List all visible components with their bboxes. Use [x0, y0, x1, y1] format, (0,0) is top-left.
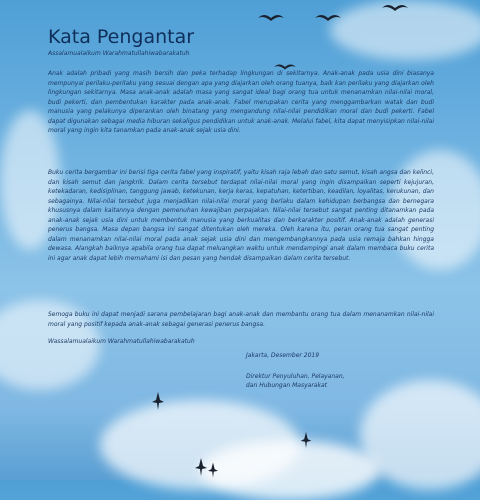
- bird-silhouette-icon: [208, 462, 218, 478]
- bird-silhouette-icon: [258, 12, 284, 24]
- signature-block: [246, 372, 345, 390]
- bird-silhouette-icon: [152, 392, 164, 410]
- bird-silhouette-icon: [195, 458, 207, 476]
- place-date: Jakarta, Desember 2019: [246, 352, 320, 359]
- greeting-text: Assalamualaikum Warahmatullahiwabarakatuh: [48, 50, 190, 57]
- paragraph-2: Buku cerita bergambar ini berisi tiga cerita fabel yang inspiratif, yaitu kisah raja lebah dan satu semut, kisah angsa dan kelinci, dan kisah semut dan jangkrik. Dalam cerita tersebut terdapat nilai-nilai moral yang ingin disampaikan seperti kejujuran, ketekadaran, kedisiplinan, tanggung jawab, ketekunan, kerja keras, kepatuhan, ketertiban, keadilan, loyalitas, kerukunan, dan sebagainya. Nilai-nilai tersebut juga menjadikan nilai-nilai moral yang berlaku dalam kehidupan berbangsa dan bernegara khususnya dalam kaitannya dengan pemenuhan kewajiban perpajakan. Nilai-nilai tersebut sangat penting ditanamkan pada anak-anak sejak usia dini untuk membentuk manusia yang berkualitas dan berkarakter positif. Anak-anak adalah generasi penerus bangsa. Masa depan bangsa ini sangat ditentukan oleh mereka. Oleh karena itu, peran orang tua sangat penting dalam menanamkan nilai-nilai moral pada anak sejak usia dini dan mengembangkannya pada usia remaja bahkan hingga dewasa. Alangkah baiknya apabila orang tua dapat meluangkan waktu untuk mendampingi anak dalam membaca buku cerita ini agar anak dapat lebih memahami isi dan pesan yang hendak disampaikan dalam cerita tersebut.: [48, 169, 434, 262]
- bird-silhouette-icon: [300, 432, 312, 448]
- signature-line: dan Hubungan Masyarakat: [246, 382, 327, 389]
- paragraph-1: Anak adalah pribadi yang masih bersih dan peka terhadap lingkungan di sekitarnya. Anak-anak pada usia dini biasanya mempunyai perilaku-perilaku yang sesuai dengan apa yang diajarkan oleh orang tuanya, baik kan perilaku yang diajarkan oleh lingkungan sekitarnya. Masa anak-anak adalah masa yang sangat ideal bagi orang tua untuk menanamkan nilai-nilai moral, budi pekerti, dan pembentukan karakter pada anak-anak. Fabel merupakan cerita yang menggambarkan watak dan budi manusia yang pelakunya diperankan oleh binatang yang mengandung nilai-nilai pendidikan moral dan budi pekerti. Fabel dapat digunakan sebagai media hiburan sekaligus pendidikan untuk anak-anak. Melalui fabel, kita dapat menyisipkan nilai-nilai moral yang ingin kita tanamkan pada anak-anak sejak usia dini.: [48, 70, 434, 134]
- bird-silhouette-icon: [314, 12, 342, 24]
- closing-text: Wassalamualaikum Warahmatullahiwabarakatuh: [48, 338, 195, 345]
- signature-line: Direktur Penyuluhan, Pelayanan,: [246, 373, 345, 380]
- cloud: [200, 440, 380, 500]
- page-title: Kata Pengantar: [48, 26, 195, 48]
- bird-silhouette-icon: [380, 2, 410, 14]
- paragraph-3: Semoga buku ini dapat menjadi sarana pembelajaran bagi anak-anak dan membantu orang tua dalam menanamkan nilai-nilai moral yang positif kepada anak-anak sebagai generasi penerus bangsa.: [48, 311, 434, 328]
